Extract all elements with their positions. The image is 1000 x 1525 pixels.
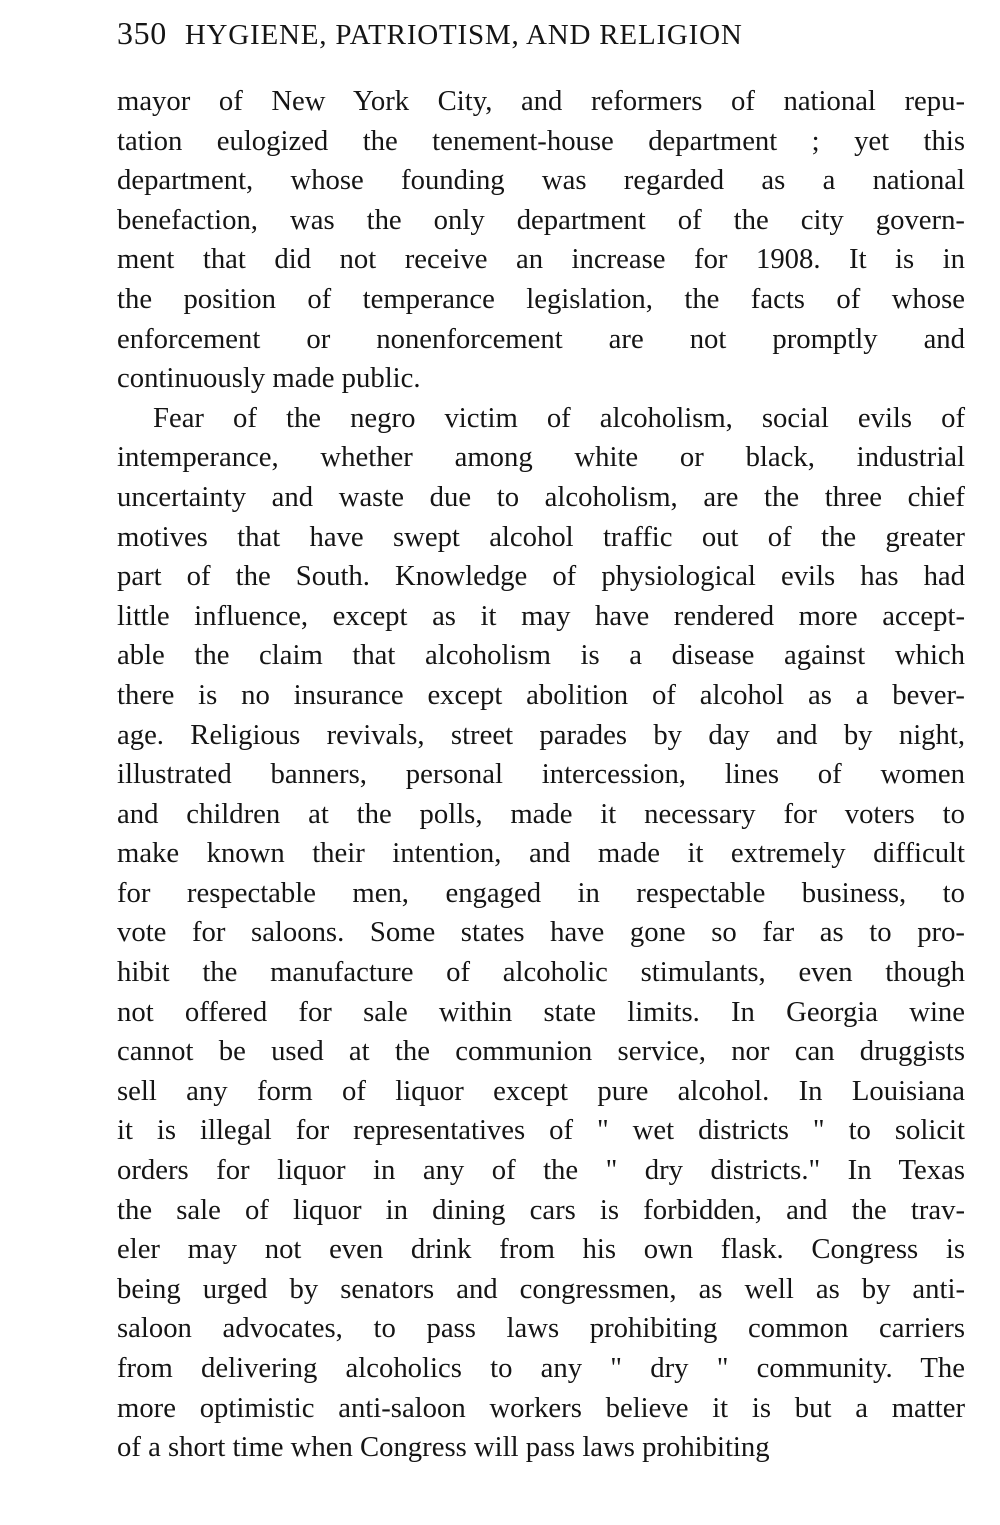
text-line: benefaction, was the only department of the city govern-	[117, 203, 965, 236]
body-text	[117, 82, 965, 1468]
text-line: able the claim that alcoholism is a disease against which	[117, 639, 965, 672]
text-line: Fear of the negro victim of alcoholism, social evils of	[153, 401, 965, 434]
text-line: hibit the manufacture of alcoholic stimulants, even though	[117, 956, 965, 989]
text-line: make known their intention, and made it extremely difficult	[117, 837, 965, 870]
text-line: intemperance, whether among white or black, industrial	[117, 441, 965, 474]
text-line: illustrated banners, personal intercession, lines of women	[117, 758, 965, 791]
page-number: 350	[117, 15, 167, 51]
text-line: part of the South. Knowledge of physiological evils has had	[117, 560, 965, 593]
text-line: little influence, except as it may have rendered more accept-	[117, 599, 965, 632]
book-page	[117, 12, 965, 1468]
text-line: orders for liquor in any of the " dry districts." In Texas	[117, 1154, 965, 1187]
text-line: the position of temperance legislation, the facts of whose	[117, 282, 965, 315]
text-line: ment that did not receive an increase for 1908. It is in	[117, 243, 965, 276]
text-line: department, whose founding was regarded as a national	[117, 164, 965, 197]
paragraph-2	[117, 399, 965, 1468]
text-line: there is no insurance except abolition of alcohol as a bever-	[117, 678, 965, 711]
text-line: sell any form of liquor except pure alcohol. In Louisiana	[117, 1074, 965, 1107]
text-line: not offered for sale within state limits. In Georgia wine	[117, 995, 965, 1028]
running-head-title: HYGIENE, PATRIOTISM, AND RELIGION	[184, 19, 743, 51]
text-line: mayor of New York City, and reformers of national repu-	[117, 85, 965, 117]
text-line: being urged by senators and congressmen, as well as by anti-	[117, 1272, 965, 1305]
paragraph-1	[117, 82, 965, 399]
text-line: of a short time when Congress will pass laws prohibiting	[117, 1431, 770, 1464]
text-line: enforcement or nonenforcement are not promptly and	[117, 322, 965, 355]
text-line: for respectable men, engaged in respectable business, to	[117, 876, 965, 909]
text-line: more optimistic anti-saloon workers believe it is but a matter	[117, 1391, 965, 1424]
text-line: and children at the polls, made it necessary for voters to	[117, 797, 965, 830]
text-line: eler may not even drink from his own flask. Congress is	[117, 1233, 965, 1266]
text-line: age. Religious revivals, street parades by day and by night,	[117, 718, 965, 751]
text-line: uncertainty and waste due to alcoholism, are the three chief	[117, 480, 965, 513]
text-line: continuously made public.	[117, 362, 421, 395]
text-line: motives that have swept alcohol traffic out of the greater	[117, 520, 965, 553]
text-line: saloon advocates, to pass laws prohibiting common carriers	[117, 1312, 965, 1345]
text-line: it is illegal for representatives of " wet districts " to solicit	[117, 1114, 965, 1147]
text-line: vote for saloons. Some states have gone so far as to pro-	[117, 916, 965, 949]
text-line: the sale of liquor in dining cars is forbidden, and the trav-	[117, 1193, 965, 1226]
running-head	[117, 12, 965, 60]
text-line: tation eulogized the tenement-house department ; yet this	[117, 124, 965, 157]
text-line: from delivering alcoholics to any " dry " community. The	[117, 1352, 965, 1384]
text-line: cannot be used at the communion service, nor can druggists	[117, 1035, 965, 1068]
